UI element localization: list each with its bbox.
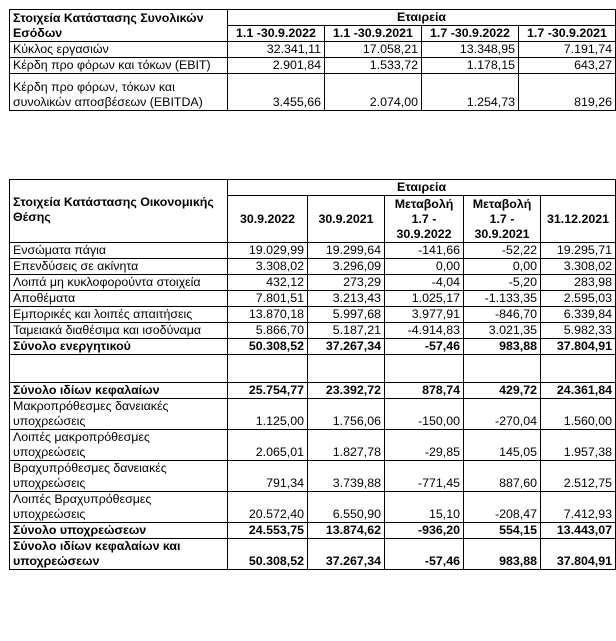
table-row (10, 275, 616, 291)
table-row (10, 461, 616, 492)
spacer-row (10, 355, 616, 383)
cell-value: 429,72 (464, 383, 541, 399)
cell-value: 887,60 (464, 461, 541, 492)
cell-value: 24.361,84 (541, 383, 616, 399)
cell-value: 432,12 (228, 275, 308, 291)
cell-value: -4.914,83 (385, 323, 464, 339)
row-label: Λοιπές Βραχυπρόθεσμες υποχρεώσεις (10, 492, 228, 523)
income-company-header: Εταιρεία (228, 10, 616, 26)
cell-value: 24.553,75 (228, 523, 308, 539)
cell-value: -1.133,35 (464, 291, 541, 307)
cell-value: 37.267,34 (308, 339, 385, 355)
table-row (10, 291, 616, 307)
cell-value: -5,20 (464, 275, 541, 291)
table-row (10, 243, 616, 259)
cell-value: -57,46 (385, 339, 464, 355)
cell-value: 19.299,64 (308, 243, 385, 259)
cell-value: 15,10 (385, 492, 464, 523)
cell-value: 5.187,21 (308, 323, 385, 339)
cell-value: 145,05 (464, 430, 541, 461)
cell-value: -846,70 (464, 307, 541, 323)
cell-value: 17.058,21 (325, 42, 422, 58)
cell-value: 2.065,01 (228, 430, 308, 461)
cell-value: 1.178,15 (422, 58, 519, 74)
cell-value: -29,85 (385, 430, 464, 461)
total-assets-row (10, 339, 616, 355)
cell-value: 3.213,43 (308, 291, 385, 307)
row-label: Επενδύσεις σε ακίνητα (10, 259, 228, 275)
cell-value: 273,29 (308, 275, 385, 291)
cell-value: 7.191,74 (519, 42, 616, 58)
cell-value: 13.870,18 (228, 307, 308, 323)
cell-value: 3.308,02 (228, 259, 308, 275)
table-row (10, 74, 616, 111)
cell-value: 1.560,00 (541, 399, 616, 430)
cell-value: 32.341,11 (228, 42, 325, 58)
income-col-header: 1.1 -30.9.2021 (325, 26, 422, 42)
cell-value: 7.801,51 (228, 291, 308, 307)
row-label: Σύνολο ενεργητικού (10, 339, 228, 355)
cell-value: 3.455,66 (228, 74, 325, 111)
cell-value: 6.550,90 (308, 492, 385, 523)
cell-value: 983,88 (464, 539, 541, 570)
row-label: Σύνολο υποχρεώσεων (10, 523, 228, 539)
row-label: Μακροπρόθεσμες δανειακές υποχρεώσεις (10, 399, 228, 430)
row-label: Σύνολο ιδίων κεφαλαίων (10, 383, 228, 399)
table-row (10, 492, 616, 523)
cell-value: 3.308,02 (541, 259, 616, 275)
cell-value: 5.982,33 (541, 323, 616, 339)
balance-col-header: 31.12.2021 (541, 196, 616, 243)
cell-value: -4,04 (385, 275, 464, 291)
cell-value: 283,98 (541, 275, 616, 291)
balance-col-header: Μεταβολή 1.7 - 30.9.2021 (464, 196, 541, 243)
cell-value: 1.756,06 (308, 399, 385, 430)
cell-value: 819,26 (519, 74, 616, 111)
cell-value: 13.348,95 (422, 42, 519, 58)
table-row (10, 307, 616, 323)
row-label: Εμπορικές και λοιπές απαιτήσεις (10, 307, 228, 323)
cell-value: 643,27 (519, 58, 616, 74)
cell-value: -771,45 (385, 461, 464, 492)
cell-value: 5.866,70 (228, 323, 308, 339)
row-label: Ταμειακά διαθέσιμα και ισοδύναμα (10, 323, 228, 339)
cell-value: 13.443,07 (541, 523, 616, 539)
row-label: Βραχυπρόθεσμες δανειακές υποχρεώσεις (10, 461, 228, 492)
cell-value: 50.308,52 (228, 339, 308, 355)
cell-value: 3.739,88 (308, 461, 385, 492)
cell-value: 5.997,68 (308, 307, 385, 323)
balance-company-header: Εταιρεία (228, 180, 616, 196)
table-row (10, 323, 616, 339)
cell-value: 23.392,72 (308, 383, 385, 399)
cell-value: 37.804,91 (541, 339, 616, 355)
cell-value: 1.957,38 (541, 430, 616, 461)
cell-value: 50.308,52 (228, 539, 308, 570)
income-statement-table (9, 9, 616, 111)
cell-value: 19.295,71 (541, 243, 616, 259)
table-row (10, 58, 616, 74)
cell-value: 1.125,00 (228, 399, 308, 430)
cell-value: 0,00 (385, 259, 464, 275)
total-equity-liabilities-row (10, 539, 616, 570)
equity-row (10, 383, 616, 399)
table-row (10, 42, 616, 58)
row-label: Λοιπές μακροπρόθεσμες υποχρεώσεις (10, 430, 228, 461)
table-row (10, 430, 616, 461)
cell-value: 6.339,84 (541, 307, 616, 323)
row-label: Κέρδη προ φόρων, τόκων και συνολικών αποσβέσεων (EBITDA) (10, 74, 228, 111)
cell-value: 1.827,78 (308, 430, 385, 461)
cell-value: 3.021,35 (464, 323, 541, 339)
cell-value: 554,15 (464, 523, 541, 539)
cell-value: 1.254,73 (422, 74, 519, 111)
cell-value: 2.512,75 (541, 461, 616, 492)
cell-value: 25.754,77 (228, 383, 308, 399)
total-liabilities-row (10, 523, 616, 539)
row-label: Λοιπά μη κυκλοφορούντα στοιχεία (10, 275, 228, 291)
cell-value: 20.572,40 (228, 492, 308, 523)
cell-value: 878,74 (385, 383, 464, 399)
cell-value: 1.025,17 (385, 291, 464, 307)
income-col-header: 1.1 -30.9.2022 (228, 26, 325, 42)
cell-value: -52,22 (464, 243, 541, 259)
cell-value: -208,47 (464, 492, 541, 523)
income-title: Στοιχεία Κατάστασης Συνολικών Εσόδων (10, 10, 228, 42)
table-row (10, 259, 616, 275)
cell-value: 2.595,03 (541, 291, 616, 307)
cell-value: -936,20 (385, 523, 464, 539)
cell-value: 2.901,84 (228, 58, 325, 74)
table-row (10, 399, 616, 430)
cell-value: 37.267,34 (308, 539, 385, 570)
row-label: Ενσώματα πάγια (10, 243, 228, 259)
cell-value: 3.296,09 (308, 259, 385, 275)
row-label: Κέρδη προ φόρων και τόκων (EBIT) (10, 58, 228, 74)
cell-value: 791,34 (228, 461, 308, 492)
financial-position-table (9, 179, 616, 570)
row-label: Κύκλος εργασιών (10, 42, 228, 58)
cell-value: 7.412,93 (541, 492, 616, 523)
cell-value: 2.074,00 (325, 74, 422, 111)
balance-col-header: 30.9.2022 (228, 196, 308, 243)
balance-col-header: 30.9.2021 (308, 196, 385, 243)
cell-value: 3.977,91 (385, 307, 464, 323)
cell-value: -270,04 (464, 399, 541, 430)
cell-value: 983,88 (464, 339, 541, 355)
cell-value: -150,00 (385, 399, 464, 430)
income-col-header: 1.7 -30.9.2021 (519, 26, 616, 42)
row-label: Αποθέματα (10, 291, 228, 307)
cell-value: -141,66 (385, 243, 464, 259)
cell-value: 13.874,62 (308, 523, 385, 539)
income-col-header: 1.7 -30.9.2022 (422, 26, 519, 42)
cell-value: 0,00 (464, 259, 541, 275)
balance-col-header: Μεταβολή 1.7 - 30.9.2022 (385, 196, 464, 243)
cell-value: 37.804,91 (541, 539, 616, 570)
balance-title: Στοιχεία Κατάστασης Οικονομικής Θέσης (10, 180, 228, 243)
cell-value: 1.533,72 (325, 58, 422, 74)
cell-value: -57,46 (385, 539, 464, 570)
row-label: Σύνολο ιδίων κεφαλαίων και υποχρεώσεων (10, 539, 228, 570)
cell-value: 19.029,99 (228, 243, 308, 259)
